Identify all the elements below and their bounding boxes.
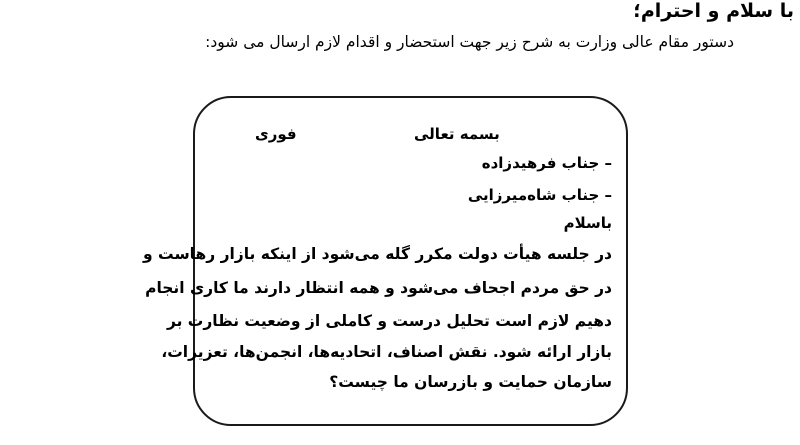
letter-body-line: سازمان حمایت و بازرسان ما چیست؟ <box>329 373 612 391</box>
intro-text: دستور مقام عالی وزارت به شرح زیر جهت استحضار و اقدام لازم ارسال می شود: <box>205 33 734 51</box>
letter-body-line: بازار ارائه شود. نقش اصناف، اتحادیه‌ها، انجمن‌ها، تعزیرات، <box>161 343 612 361</box>
letter-body-line: در جلسه هیأت دولت مکرر گله می‌شود از اینکه بازار رهاست و <box>143 245 612 263</box>
urgency-label: فوری <box>255 125 297 143</box>
greeting: با سلام و احترام؛ <box>633 0 794 22</box>
letter-body-line: دهیم لازم است تحلیل درست و کاملی از وضعیت نظارت بر <box>166 312 612 330</box>
bismillah-heading: بسمه تعالی <box>414 125 500 143</box>
letter-body-line: در حق مردم اجحاف می‌شود و همه انتظار دارند ما کاری انجام <box>145 279 612 297</box>
recipient-line: – جناب فرهیدزاده <box>481 154 612 172</box>
recipient-line: – جناب شاه‌میرزایی <box>467 186 612 204</box>
salutation: باسلام <box>563 214 612 232</box>
